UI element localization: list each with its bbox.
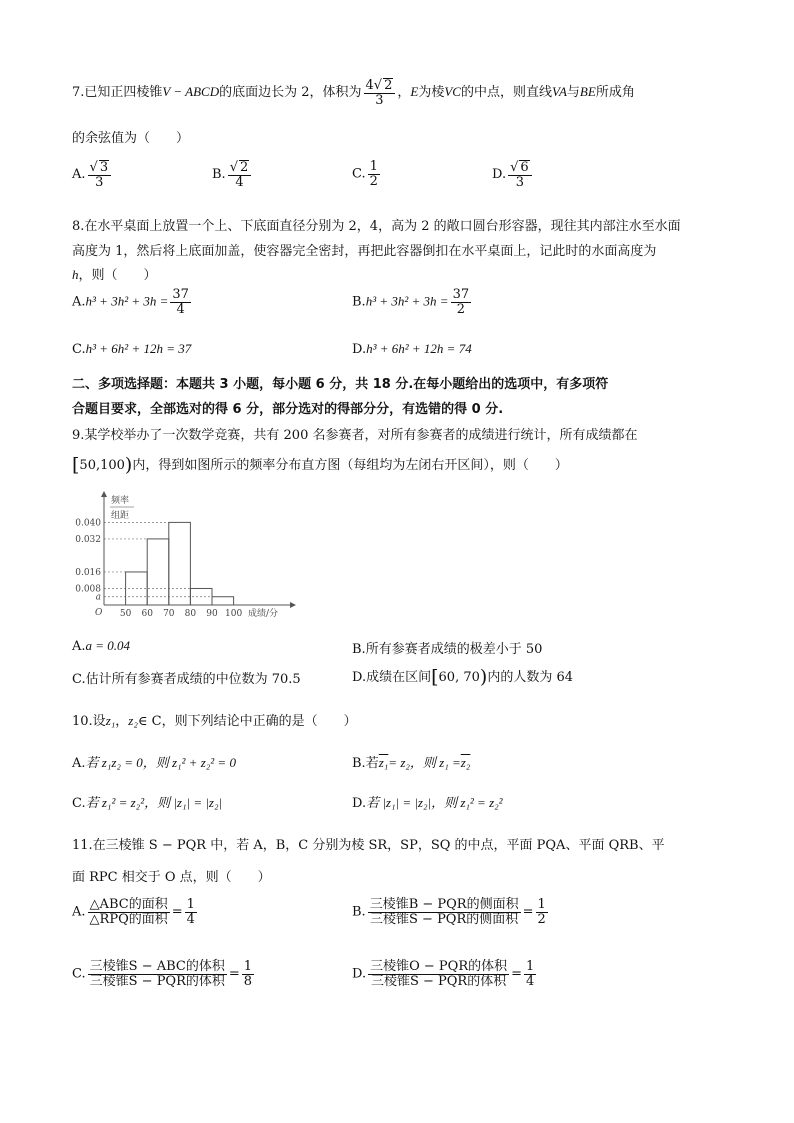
q9-b-text: 所有参赛者成绩的极差小于 50 bbox=[365, 642, 543, 657]
q8-a-num: 37 bbox=[172, 287, 189, 302]
sqrt-sign: √ bbox=[510, 160, 519, 175]
q11-b-val-den: 2 bbox=[537, 911, 546, 927]
y-label-top: 频率 bbox=[111, 496, 130, 506]
q10-b-z1-conjugate: z₁ bbox=[378, 755, 389, 770]
equals-sign: = bbox=[511, 966, 523, 982]
q10-d-text: 若 |z₁| = |z₂|，则 z₁² = z₂² bbox=[366, 795, 503, 810]
q8-b-fraction bbox=[451, 288, 472, 316]
y-tick-label: 0.032 bbox=[75, 534, 101, 545]
q10-z2: z₂ bbox=[128, 713, 138, 728]
q9-stem-line1: 9.某学校举办了一次数学竞赛，共有 200 名参赛者，对所有参赛者的成绩进行统计，所有成绩都在 bbox=[72, 428, 638, 443]
q8-a-den: 4 bbox=[176, 301, 185, 317]
q8-stem-line2: 高度为 1，然后将上底面加盖，使容器完全密封，再把此容器倒扣在水平桌面上，记此时的水面高度为 bbox=[72, 244, 657, 259]
left-bracket: [ bbox=[72, 454, 80, 476]
q8-option-d[interactable] bbox=[352, 341, 472, 357]
option-label: B. bbox=[352, 904, 366, 920]
q7-pyramid: V − ABCD bbox=[162, 84, 220, 100]
q7-text: 7.已知正四棱锥 bbox=[72, 85, 163, 101]
q10-text: 10.设 bbox=[72, 714, 106, 729]
option-label: D. bbox=[352, 796, 367, 811]
x-tick-label: 90 bbox=[206, 609, 218, 619]
q11-option-d[interactable] bbox=[352, 960, 538, 988]
q11-c-value bbox=[242, 960, 254, 988]
q10-set: ∈ C bbox=[137, 714, 162, 729]
q7-a-den: 3 bbox=[95, 174, 104, 190]
right-paren: ) bbox=[479, 666, 488, 688]
frequency-histogram bbox=[70, 490, 310, 625]
q10-option-d[interactable] bbox=[352, 792, 503, 811]
section2-heading-line2: 合题目要求，全部选对的得 6 分，部分选对的得部分分，有选错的得 0 分. bbox=[72, 402, 504, 417]
option-label: D. bbox=[492, 167, 507, 183]
option-label: B. bbox=[352, 756, 366, 771]
left-bracket: [ bbox=[431, 666, 439, 688]
option-label: C. bbox=[72, 966, 86, 982]
q11-d-num: 三棱锥O − PQR的体积 bbox=[370, 959, 508, 974]
option-label: A. bbox=[72, 756, 86, 771]
option-label: D. bbox=[352, 342, 367, 357]
option-label: A. bbox=[72, 167, 86, 183]
y-tick-label: 0.040 bbox=[75, 518, 101, 529]
q8-a-fraction bbox=[170, 288, 191, 316]
q7-option-b[interactable] bbox=[212, 160, 253, 189]
q7-text: 的底面边长为 2，体积为 bbox=[219, 85, 362, 101]
q11-b-num: 三棱锥B − PQR的侧面积 bbox=[369, 897, 519, 912]
q7-vol-rad: 2 bbox=[384, 78, 393, 93]
x-tick-labels bbox=[120, 609, 243, 619]
section2-heading-line1: 二、多项选择题：本题共 3 小题，每小题 6 分，共 18 分.在每小题给出的选项中，有多项符 bbox=[72, 377, 609, 392]
q7-line: BE bbox=[579, 84, 596, 100]
q11-stem-line2: 面 RPC 相交于 O 点，则（ ） bbox=[72, 870, 271, 885]
q11-a-fraction bbox=[88, 898, 170, 926]
q11-stem-line1: 11.在三棱锥 S − PQR 中，若 A，B，C 分别为棱 SR，SP，SQ 的中点，平面 PQA、平面 QRB、平 bbox=[72, 838, 665, 853]
q7-text: ， bbox=[397, 85, 411, 101]
q8-option-c[interactable] bbox=[72, 341, 191, 357]
q11-b-val-num: 1 bbox=[537, 897, 546, 912]
q7-text: 所成角 bbox=[595, 85, 635, 101]
q9-interval: 50,100 bbox=[79, 458, 125, 473]
q8-b-num: 37 bbox=[452, 287, 470, 302]
q7-vol-num: 4 bbox=[365, 78, 374, 93]
q11-c-val-num: 1 bbox=[243, 959, 253, 974]
q7-b-den: 4 bbox=[235, 174, 244, 190]
q11-option-c[interactable] bbox=[72, 960, 256, 988]
origin-label: O bbox=[95, 608, 103, 618]
q11-a-value bbox=[185, 898, 197, 926]
y-tick-label: 0.008 bbox=[75, 584, 101, 595]
y-tick-labels bbox=[75, 518, 101, 602]
q11-d-val-den: 4 bbox=[526, 973, 535, 989]
q11-d-val-num: 1 bbox=[526, 959, 535, 974]
q7-point: E bbox=[410, 84, 419, 100]
q10-text: ，则下列结论中正确的是（ ） bbox=[161, 714, 357, 729]
q8-b-expr: h³ + 3h² + 3h = bbox=[365, 293, 449, 309]
q11-a-val-num: 1 bbox=[186, 897, 195, 912]
q11-a-num: △ABC的面积 bbox=[88, 898, 170, 913]
option-label: C. bbox=[352, 166, 366, 182]
q10-a-text: 若 z₁z₂ = 0，则 z₁² + z₂² = 0 bbox=[85, 755, 236, 770]
q7-option-a[interactable] bbox=[72, 160, 113, 189]
q11-d-den: 三棱锥S − PQR的体积 bbox=[370, 973, 507, 989]
q8-stem-line1: 8.在水平桌面上放置一个上、下底面直径分别为 2，4，高为 2 的敞口圆台形容器，现往其内部注水至水面 bbox=[72, 219, 681, 234]
x-tick-label: 60 bbox=[141, 609, 153, 619]
q9-d-text: 成绩在区间 bbox=[366, 670, 432, 685]
q11-b-den: 三棱锥S − PQR的侧面积 bbox=[370, 911, 519, 927]
option-label: B. bbox=[212, 167, 226, 183]
q8-option-b[interactable] bbox=[352, 288, 473, 316]
q11-c-fraction bbox=[88, 960, 227, 988]
q8-h: h bbox=[72, 267, 79, 282]
q7-c-fraction bbox=[368, 160, 380, 188]
q9-text: 内，得到如图所示的频率分布直方图（每组均为左闭右开区间），则（ ） bbox=[132, 458, 568, 473]
q7-c-num: 1 bbox=[369, 159, 378, 174]
q11-c-den: 三棱锥S − PQR的体积 bbox=[89, 973, 225, 989]
q7-d-fraction bbox=[508, 160, 532, 189]
q8-a-expr: h³ + 3h² + 3h = bbox=[85, 293, 169, 309]
q11-b-value bbox=[536, 898, 548, 926]
q11-option-a[interactable] bbox=[72, 898, 199, 926]
option-label: D. bbox=[352, 670, 367, 685]
q7-text: 的中点，则直线 bbox=[460, 85, 552, 101]
q10-text: ， bbox=[115, 714, 129, 729]
q8-text: ，则（ ） bbox=[78, 268, 157, 283]
q7-d-den: 3 bbox=[515, 174, 525, 190]
q7-line: VA bbox=[551, 84, 567, 100]
x-axis-label: 成绩/分 bbox=[248, 609, 279, 619]
q9-a-expr: a = 0.04 bbox=[85, 638, 131, 653]
y-tick-label: a bbox=[95, 592, 101, 603]
histogram-bar bbox=[169, 522, 191, 605]
q8-option-a[interactable] bbox=[72, 288, 193, 316]
q7-a-fraction bbox=[88, 160, 112, 189]
y-tick-label: 0.016 bbox=[75, 567, 101, 578]
q11-a-den: △RPQ的面积 bbox=[89, 911, 168, 927]
q9-d-interval: 60, 70 bbox=[438, 670, 480, 685]
q7-c-den: 2 bbox=[369, 173, 378, 189]
option-label: A. bbox=[72, 904, 86, 920]
q7-a-rad: 3 bbox=[99, 160, 109, 175]
q7-text: 为棱 bbox=[418, 85, 445, 101]
q7-stem bbox=[72, 78, 635, 107]
option-label: D. bbox=[352, 966, 367, 982]
q8-b-den: 2 bbox=[456, 301, 465, 317]
q7-edge: VC bbox=[444, 84, 461, 100]
q11-option-b[interactable] bbox=[352, 898, 550, 926]
option-label: A. bbox=[72, 294, 86, 310]
q11-d-fraction bbox=[368, 960, 509, 988]
q10-b-z2-conjugate: z₂ bbox=[460, 755, 471, 770]
q7-vol-den: 3 bbox=[375, 92, 384, 108]
x-tick-label: 50 bbox=[119, 609, 132, 619]
q7-b-rad: 2 bbox=[239, 160, 249, 175]
q8-d-expr: h³ + 6h² + 12h = 74 bbox=[366, 341, 472, 356]
option-label: C. bbox=[72, 796, 86, 811]
q7-b-fraction bbox=[228, 160, 252, 189]
chart-bars bbox=[126, 522, 234, 605]
histogram-bar bbox=[212, 597, 234, 605]
q11-c-val-den: 8 bbox=[243, 973, 253, 989]
q7-option-d[interactable] bbox=[492, 160, 534, 189]
sqrt-sign: √ bbox=[229, 160, 238, 175]
q10-z1: z₁ bbox=[105, 713, 116, 728]
right-paren: ) bbox=[124, 454, 133, 476]
q9-stem-line2 bbox=[72, 454, 568, 476]
q9-option-b[interactable] bbox=[352, 638, 542, 657]
q11-a-val-den: 4 bbox=[186, 911, 195, 927]
q10-option-a[interactable] bbox=[72, 752, 236, 771]
q10-stem bbox=[72, 710, 357, 729]
q7-option-c[interactable] bbox=[352, 160, 382, 188]
option-label: B. bbox=[352, 294, 366, 310]
q11-c-num: 三棱锥S − ABC的体积 bbox=[88, 960, 227, 975]
option-label: C. bbox=[72, 672, 86, 687]
q10-b-text: 若 bbox=[365, 756, 379, 771]
equals-sign: = bbox=[171, 904, 183, 920]
sqrt-sign: √ bbox=[89, 160, 98, 175]
chart-guides bbox=[104, 522, 212, 596]
x-tick-label: 70 bbox=[163, 609, 175, 619]
option-label: A. bbox=[72, 639, 86, 654]
q9-option-d[interactable] bbox=[352, 666, 573, 688]
q11-b-fraction bbox=[368, 898, 521, 926]
q10-c-text: 若 z₁² = z₂²，则 |z₁| = |z₂| bbox=[85, 795, 223, 810]
q9-c-text: 估计所有参赛者成绩的中位数为 70.5 bbox=[85, 672, 301, 687]
q10-b-text: = z₂，则 z₁ = bbox=[388, 755, 461, 770]
q7-text: 与 bbox=[566, 85, 580, 101]
q9-option-a[interactable] bbox=[72, 638, 130, 654]
q10-option-c[interactable] bbox=[72, 792, 222, 811]
option-label: C. bbox=[72, 342, 86, 357]
q8-stem-line3 bbox=[72, 264, 157, 283]
y-label-bottom: 组距 bbox=[111, 511, 130, 521]
q7-volume-fraction bbox=[364, 78, 396, 107]
equals-sign: = bbox=[522, 904, 534, 920]
option-label: B. bbox=[352, 642, 366, 657]
q10-option-b[interactable] bbox=[352, 752, 470, 771]
histogram-bar bbox=[147, 539, 169, 605]
q7-d-rad: 6 bbox=[520, 160, 529, 175]
equals-sign: = bbox=[228, 966, 240, 982]
q8-c-expr: h³ + 6h² + 12h = 37 bbox=[85, 341, 192, 356]
sqrt-sign: √ bbox=[373, 78, 383, 93]
q7-stem-line2: 的余弦值为（ ） bbox=[72, 131, 190, 146]
q11-d-value bbox=[524, 960, 536, 988]
q9-d-text: 内的人数为 64 bbox=[487, 670, 573, 685]
x-tick-label: 80 bbox=[184, 609, 197, 619]
q9-option-c[interactable] bbox=[72, 668, 301, 687]
x-tick-label: 100 bbox=[225, 609, 243, 619]
